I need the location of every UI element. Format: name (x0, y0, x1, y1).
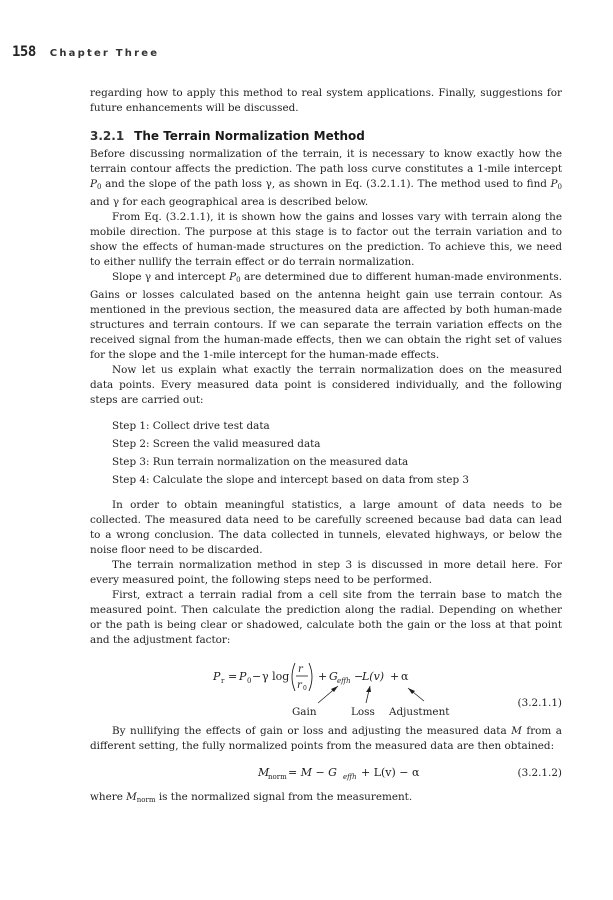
list-item: Step 3: Run terrain normalization on the measured data (112, 456, 409, 468)
paragraph-9 (90, 790, 562, 808)
p8-text-b: from a different setting, the fully normalized points from the measured data are then obtained: (90, 725, 562, 752)
p1-text-a: Before discussing normalization of the terrain, it is necessary to know exactly how the terrain contour affects the prediction. The path loss curve constitutes a 1-mile intercept (90, 148, 562, 175)
eq1-g-sub: effh (337, 677, 351, 685)
body-text (90, 86, 562, 808)
paragraph-1 (90, 147, 562, 210)
eq1-l: L(v) (362, 670, 385, 683)
eq1-frac-den: r (297, 680, 302, 691)
page-number: 158 (12, 44, 36, 60)
symbol-m-sub: norm (136, 796, 156, 804)
symbol-p: P (550, 178, 558, 190)
eq1-g: G (329, 670, 338, 683)
p3-text-a: Slope γ and intercept (112, 271, 230, 283)
eq2-m: M (258, 766, 270, 779)
svg-text:+: + (390, 670, 400, 683)
equation-3-2-1-2-graphic (90, 760, 562, 786)
running-header (12, 44, 159, 64)
eq2-m-sub: norm (268, 773, 287, 781)
eq1-label-adjustment: Adjustment (389, 706, 450, 718)
paragraph-2: From Eq. (3.2.1.1), it is shown how the gains and losses vary with terrain along the mobile direction. The purpose at this stage is to factor out the terrain variation and to show the effects of human-made structures on the prediction. To achieve this, we need to either nullify the terrain effect or do terrain normalization. (90, 211, 562, 268)
eq2-g-sub: effh (343, 773, 357, 781)
equation-3-2-1-2 (90, 760, 562, 786)
eq1-frac-den-sub: 0 (303, 685, 307, 692)
eq1-number: (3.2.1.1) (517, 697, 562, 709)
svg-text:=: = (228, 670, 238, 683)
symbol-p: P (229, 271, 237, 283)
section-heading (90, 129, 562, 144)
symbol-sub-0: 0 (236, 276, 241, 284)
p1-text-b: and the slope of the path loss γ, as shown in Eq. (3.2.1.1). The method used to find (101, 178, 551, 190)
equation-3-2-1-1-graphic (90, 648, 562, 724)
symbol-p: P (90, 178, 97, 190)
symbol-m: M (126, 791, 137, 803)
eq1-lhs: P (213, 670, 221, 683)
equation-3-2-1-1 (90, 648, 562, 724)
eq1-frac-num: r (298, 664, 303, 675)
eq1-gamma-log: γ log (262, 670, 290, 683)
eq2-number: (3.2.1.2) (517, 767, 562, 779)
p9-text-a: where (90, 791, 127, 803)
step-list (112, 417, 562, 489)
list-item: Step 1: Collect drive test data (112, 420, 270, 432)
paragraph-5: In order to obtain meaningful statistics, a large amount of data needs to be collected. The measured data need to be carefully screened because bad data can lead to a wrong conclusion. The data collected in tunnels, elevated highways, or below the noise floor need to be discarded. (90, 499, 562, 556)
paragraph-8 (90, 724, 562, 754)
symbol-m: M (511, 725, 522, 737)
p8-text-a: By nullifying the effects of gain or loss and adjusting the measured data (112, 725, 512, 737)
eq1-p0: P (239, 670, 247, 683)
p1-text-c: and γ for each geographical area is described below. (90, 196, 369, 208)
eq1-alpha: α (401, 670, 409, 683)
list-item: Step 4: Calculate the slope and intercept based on data from step 3 (112, 474, 470, 486)
list-item: Step 2: Screen the valid measured data (112, 438, 321, 450)
paragraph-3 (90, 270, 562, 363)
svg-text:+: + (318, 670, 328, 683)
section-number: 3.2.1 (90, 129, 125, 143)
eq1-lhs-sub: r (221, 677, 225, 685)
p3-text-b: are determined due to different human-made environments. Gains or losses calculated based on the antenna height gain use terrain contour. As mentioned in the previous section, the measured data are affected by both human-made structures and terrain contours. If we can separate the terrain variation effects on the received signal from the human-made effects, then we can obtain the right set of values for the slope and the 1-mile intercept for the human-made effects. (90, 271, 562, 361)
intro-paragraph: regarding how to apply this method to real system applications. Finally, suggestions for future enhancements will be discussed. (90, 87, 562, 114)
eq2-tail: + L(v) − α (361, 766, 420, 779)
p9-text-b: is the normalized signal from the measurement. (155, 791, 413, 803)
section-title: The Terrain Normalization Method (134, 129, 365, 143)
eq1-label-gain: Gain (292, 706, 317, 718)
eq1-minus-2: − (354, 670, 364, 683)
paragraph-6: The terrain normalization method in step 3 is discussed in more detail here. For every measured point, the following steps need to be performed. (90, 559, 562, 586)
eq1-p0-sub: 0 (247, 677, 252, 685)
eq2-rhs: = M − G (288, 766, 337, 779)
eq1-minus: − (252, 670, 262, 683)
paragraph-7: First, extract a terrain radial from a cell site from the terrain base to match the measured point. Then calculate the prediction along the radial. Depending on whether or the path is being clear or shadowed, calculate both the gain or the loss at that point and the adjustment factor: (90, 589, 562, 646)
chapter-title: Chapter Three (49, 48, 160, 59)
symbol-sub-0: 0 (97, 183, 102, 191)
eq1-label-loss: Loss (351, 706, 375, 718)
symbol-sub-0: 0 (557, 183, 562, 191)
paragraph-4: Now let us explain what exactly the terrain normalization does on the measured data points. Every measured data point is considered individually, and the following steps are carried out: (90, 364, 562, 406)
